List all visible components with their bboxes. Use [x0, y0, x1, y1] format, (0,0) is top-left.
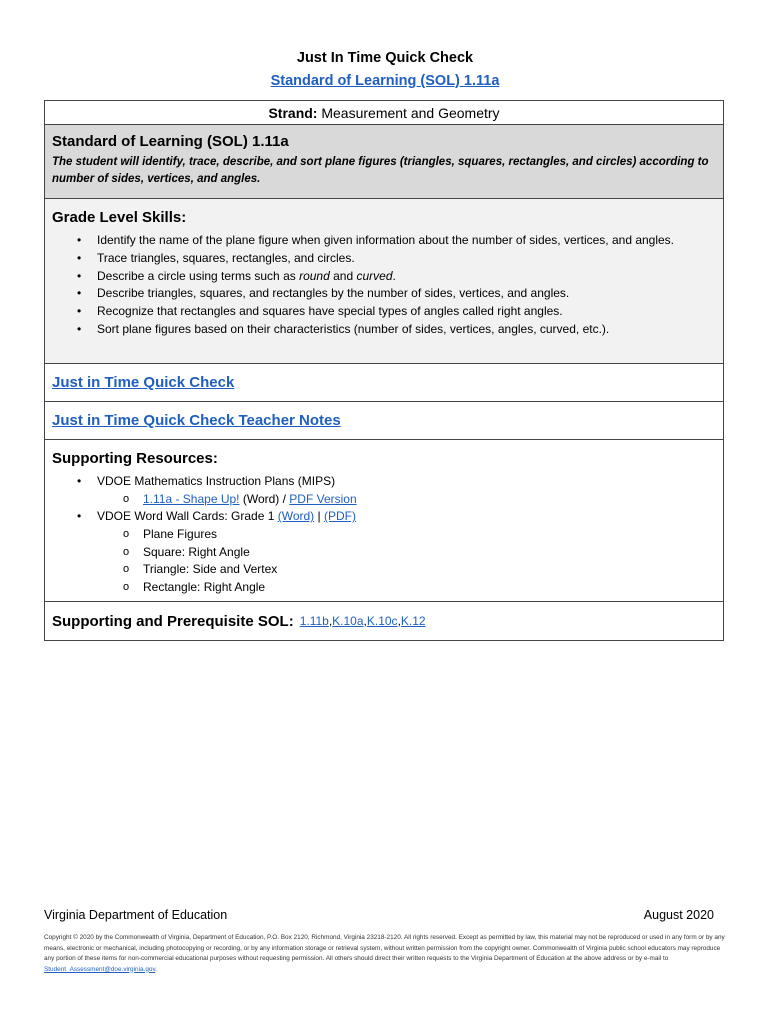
- prereq-row: [45, 602, 723, 640]
- skill-emphasis: round: [299, 268, 330, 283]
- footer-organization: Virginia Department of Education: [44, 908, 228, 922]
- list-item: o Triangle: Side and Vertex: [143, 561, 706, 579]
- prereq-link-k-10a[interactable]: K.10a: [332, 614, 364, 628]
- skill-text: .: [392, 268, 396, 283]
- mips-label: VDOE Mathematics Instruction Plans (MIPS): [97, 474, 336, 488]
- copyright-text: Copyright © 2020 by the Commonwealth of Virginia, Department of Education, P.O. Box 2120, Richmond, Virginia 23218-2120. All rights reserved. Except as permitted by law, this material may not be reproduced or used in any form or by any means, electronic or mechanical, including photocopying or recording, or by any information storage or retrieval system, without written permission from the copyright owner. Commonwealth of Virginia public school educators may reproduce any portion of these items for non-commercial educational purposes without requesting permission. All others should direct their written requests to the Virginia Department of Education at the above address or by e-mail to: [44, 934, 725, 962]
- prereq-link-1-11b[interactable]: 1.11b: [299, 614, 329, 628]
- strand-row: [45, 101, 723, 125]
- wordwall-pdf-link[interactable]: (PDF): [323, 509, 356, 524]
- prereq-separator: ,: [363, 614, 367, 628]
- list-item: • Recognize that rectangles and squares have special types of angles called right angles.: [97, 303, 706, 321]
- footer-date: August 2020: [643, 908, 714, 922]
- list-item: [97, 268, 706, 286]
- strand-value: Measurement and Geometry: [321, 105, 500, 121]
- skills-heading: Grade Level Skills:: [52, 209, 187, 226]
- teacher-notes-row: [45, 402, 723, 440]
- quick-check-row: [45, 364, 723, 402]
- skill-text: and: [329, 268, 357, 283]
- skill-text: Describe a circle using terms such as: [97, 268, 300, 283]
- list-item: [143, 491, 706, 509]
- mips-pdf-link[interactable]: PDF Version: [289, 491, 357, 506]
- list-item: o Plane Figures: [143, 526, 706, 544]
- copyright-end: .: [155, 965, 157, 973]
- copyright-notice: [44, 933, 730, 975]
- email-link[interactable]: Student_Assessment@doe.virginia.gov: [44, 965, 156, 973]
- list-item: [97, 508, 706, 596]
- strand-label: Strand:: [268, 105, 318, 121]
- resources-list: [52, 473, 716, 597]
- sol-row: [45, 125, 723, 199]
- sol-title-link[interactable]: [0, 73, 770, 89]
- mips-shape-up-link[interactable]: 1.11a - Shape Up!: [143, 491, 240, 506]
- sol-table: [44, 100, 724, 641]
- skills-row: [45, 199, 723, 364]
- wordwall-word-link[interactable]: (Word): [277, 509, 315, 524]
- list-item: o Rectangle: Right Angle: [143, 579, 706, 597]
- list-item: • Trace triangles, squares, rectangles, and circles.: [97, 250, 706, 268]
- skill-emphasis: curved: [356, 268, 393, 283]
- sol-title-link-text[interactable]: Standard of Learning (SOL) 1.11a: [270, 73, 500, 89]
- list-item: • Describe triangles, squares, and rectangles by the number of sides, vertices, and angles.: [97, 285, 706, 303]
- wordwall-label: VDOE Word Wall Cards: Grade 1: [97, 509, 278, 524]
- page-title: Just In Time Quick Check: [296, 50, 474, 66]
- resources-heading: Supporting Resources:: [52, 450, 218, 467]
- mips-separator: (Word) /: [239, 491, 290, 506]
- skills-list: [52, 232, 716, 339]
- prereq-separator: ,: [328, 614, 333, 628]
- wordwall-separator: |: [314, 509, 324, 524]
- list-item: • Identify the name of the plane figure when given information about the number of sides, vertices, and angles.: [97, 232, 706, 250]
- prereq-link-k-10c[interactable]: K.10c: [366, 614, 398, 628]
- list-item: • Sort plane figures based on their characteristics (number of sides, vertices, angles, curved, etc.).: [97, 321, 706, 339]
- prereq-separator: ,: [397, 614, 401, 628]
- wordwall-sublist: [97, 526, 706, 596]
- resources-row: [45, 440, 723, 602]
- list-item: o Square: Right Angle: [143, 544, 706, 562]
- mips-sublist: [97, 491, 706, 509]
- quick-check-link[interactable]: Just in Time Quick Check: [52, 374, 235, 391]
- prereq-link-k-12[interactable]: K.12: [400, 614, 426, 628]
- prereq-label: Supporting and Prerequisite SOL:: [52, 612, 294, 630]
- sol-description: The student will identify, trace, describe, and sort plane figures (triangles, squares, rectangles, and circles) according to number of sides, vertices, and angles.: [52, 156, 709, 185]
- teacher-notes-link[interactable]: Just in Time Quick Check Teacher Notes: [52, 412, 341, 429]
- sol-heading: Standard of Learning (SOL) 1.11a: [52, 133, 289, 150]
- list-item: [97, 473, 706, 508]
